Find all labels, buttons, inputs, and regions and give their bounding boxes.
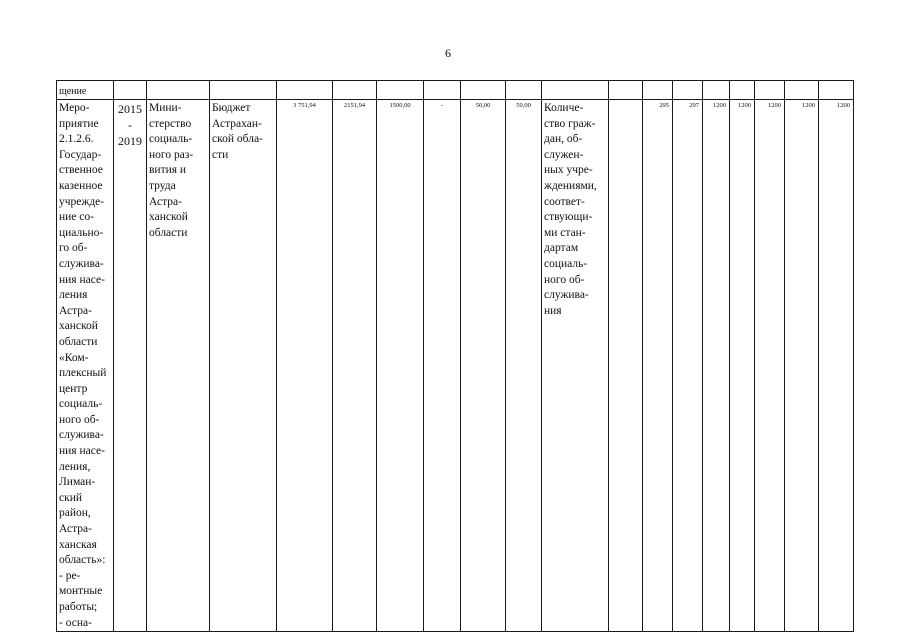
table-row-measure-2-1-2-6 xyxy=(57,100,854,632)
text-line: ство граж- xyxy=(544,117,596,130)
text-line: ния насе- xyxy=(59,445,105,458)
program-table-sheet xyxy=(56,80,853,629)
text-line: ния xyxy=(544,304,562,317)
indicator-text xyxy=(542,100,608,319)
amount-value: 2151,94 xyxy=(343,102,366,109)
text-line: 2.1.2.6. xyxy=(59,133,94,146)
indicator-value: 1200 xyxy=(713,102,726,109)
indicator-value-cell xyxy=(673,100,703,632)
years-cell xyxy=(114,100,147,632)
program-table xyxy=(56,80,854,632)
text-line: ния насе- xyxy=(59,273,105,286)
text-line: центр xyxy=(59,382,88,395)
indicator-value: 1200 xyxy=(738,102,751,109)
text-line: ного об- xyxy=(544,273,585,286)
text-line: район, xyxy=(59,507,91,520)
indicator-value-cell xyxy=(609,100,643,632)
indicator-cell xyxy=(542,100,609,632)
header-cell xyxy=(506,81,542,100)
text-line: казенное xyxy=(59,179,103,192)
indicator-value: 1200 xyxy=(837,102,850,109)
text-line: дан, об- xyxy=(544,133,583,146)
text-line: монтные xyxy=(59,585,103,598)
header-cell xyxy=(277,81,333,100)
text-line: область»: xyxy=(59,554,106,567)
header-cell xyxy=(673,81,703,100)
amount-value: - xyxy=(440,102,444,109)
header-cell xyxy=(542,81,609,100)
indicator-value-cell xyxy=(755,100,785,632)
text-line: ных учре- xyxy=(544,164,593,177)
header-cell xyxy=(755,81,785,100)
indicator-value: 1200 xyxy=(768,102,781,109)
header-cell xyxy=(609,81,643,100)
amount-total-cell xyxy=(277,100,333,632)
text-line: ской обла- xyxy=(212,133,263,146)
text-line: служен- xyxy=(544,148,584,161)
text-line: приятие xyxy=(59,117,99,130)
header-cell xyxy=(147,81,210,100)
header-cell xyxy=(461,81,506,100)
text-line: труда xyxy=(149,179,176,192)
amount-cell xyxy=(333,100,377,632)
header-cell xyxy=(703,81,730,100)
text-line: ханской xyxy=(59,320,98,333)
header-cell xyxy=(377,81,424,100)
text-line: работы; xyxy=(59,601,98,613)
text-line: социаль- xyxy=(59,398,103,411)
page-number: 6 xyxy=(445,46,451,60)
amount-cell xyxy=(424,100,461,632)
text-line: ного раз- xyxy=(149,148,194,161)
indicator-value: 297 xyxy=(689,102,699,109)
text-line: сти xyxy=(212,148,229,161)
text-line: 2019 xyxy=(118,134,142,148)
text-line: плексный xyxy=(59,367,107,380)
text-line: вития и xyxy=(149,164,187,177)
text-line: ждениями, xyxy=(544,179,597,192)
text-line: области xyxy=(149,226,188,239)
header-cell xyxy=(424,81,461,100)
amount-cell xyxy=(506,100,542,632)
text-line: Астра- xyxy=(149,195,182,208)
measure-cell xyxy=(57,100,114,632)
indicator-value: 295 xyxy=(659,102,669,109)
header-cell xyxy=(785,81,819,100)
indicator-value-cell xyxy=(819,100,854,632)
text-line: ления xyxy=(59,289,88,302)
text-line: дартам xyxy=(544,242,579,255)
text-line: ного об- xyxy=(59,413,100,426)
header-cell xyxy=(643,81,673,100)
text-line: го об- xyxy=(59,242,88,255)
text-line: Государ- xyxy=(59,148,102,161)
text-line: Астра- xyxy=(59,304,92,317)
text-line: области xyxy=(59,335,98,348)
text-line: служива- xyxy=(59,257,104,270)
header-cell xyxy=(819,81,854,100)
text-line: стерство xyxy=(149,117,192,130)
header-cell xyxy=(210,81,277,100)
measure-text xyxy=(57,100,113,631)
amount-value: 50,00 xyxy=(475,102,491,109)
indicator-value-cell xyxy=(730,100,755,632)
executor-cell xyxy=(147,100,210,632)
text-line: учрежде- xyxy=(59,195,105,208)
header-cell xyxy=(333,81,377,100)
text-line: социаль- xyxy=(544,257,588,270)
text-line: «Ком- xyxy=(59,351,89,364)
indicator-value xyxy=(609,100,642,102)
text-line: ский xyxy=(59,491,82,504)
table-header-row xyxy=(57,81,854,100)
text-line: ние со- xyxy=(59,211,94,224)
indicator-value-cell xyxy=(643,100,673,632)
text-line: Меро- xyxy=(59,102,90,114)
text-line: Мини- xyxy=(149,102,182,114)
text-line: Количе- xyxy=(544,102,584,114)
text-line: ми стан- xyxy=(544,226,586,239)
source-text xyxy=(210,100,276,163)
text-line: - осна- xyxy=(59,616,92,629)
header-cell xyxy=(730,81,755,100)
text-line: Лиман- xyxy=(59,476,96,489)
text-line: служива- xyxy=(59,429,104,442)
text-line: социаль- xyxy=(149,133,193,146)
amount-cell xyxy=(461,100,506,632)
text-line: ственное xyxy=(59,164,103,177)
text-line: - xyxy=(128,118,132,132)
header-cell-measure xyxy=(57,81,114,100)
text-line: Астрахан- xyxy=(212,117,262,130)
header-cell-text: щение xyxy=(59,86,87,97)
executor-text xyxy=(147,100,209,241)
amount-value: 1500,00 xyxy=(389,102,411,109)
amount-cell xyxy=(377,100,424,632)
text-line: Бюджет xyxy=(212,102,251,114)
indicator-value: 1200 xyxy=(802,102,815,109)
text-line: служива- xyxy=(544,289,589,302)
source-cell xyxy=(210,100,277,632)
years-text xyxy=(114,100,146,149)
text-line: ханской xyxy=(149,211,188,224)
text-line: Астра- xyxy=(59,523,92,536)
text-line: - ре- xyxy=(59,569,81,582)
text-line: ханская xyxy=(59,538,97,551)
indicator-value-cell xyxy=(703,100,730,632)
text-line: ствующи- xyxy=(544,211,593,224)
amount-total: 3 751,94 xyxy=(293,102,316,109)
text-line: ления, xyxy=(59,460,91,473)
header-cell xyxy=(114,81,147,100)
text-line: соответ- xyxy=(544,195,585,208)
text-line: 2015 xyxy=(118,102,142,116)
indicator-value-cell xyxy=(785,100,819,632)
amount-value: 50,00 xyxy=(516,102,531,109)
text-line: циально- xyxy=(59,226,104,239)
